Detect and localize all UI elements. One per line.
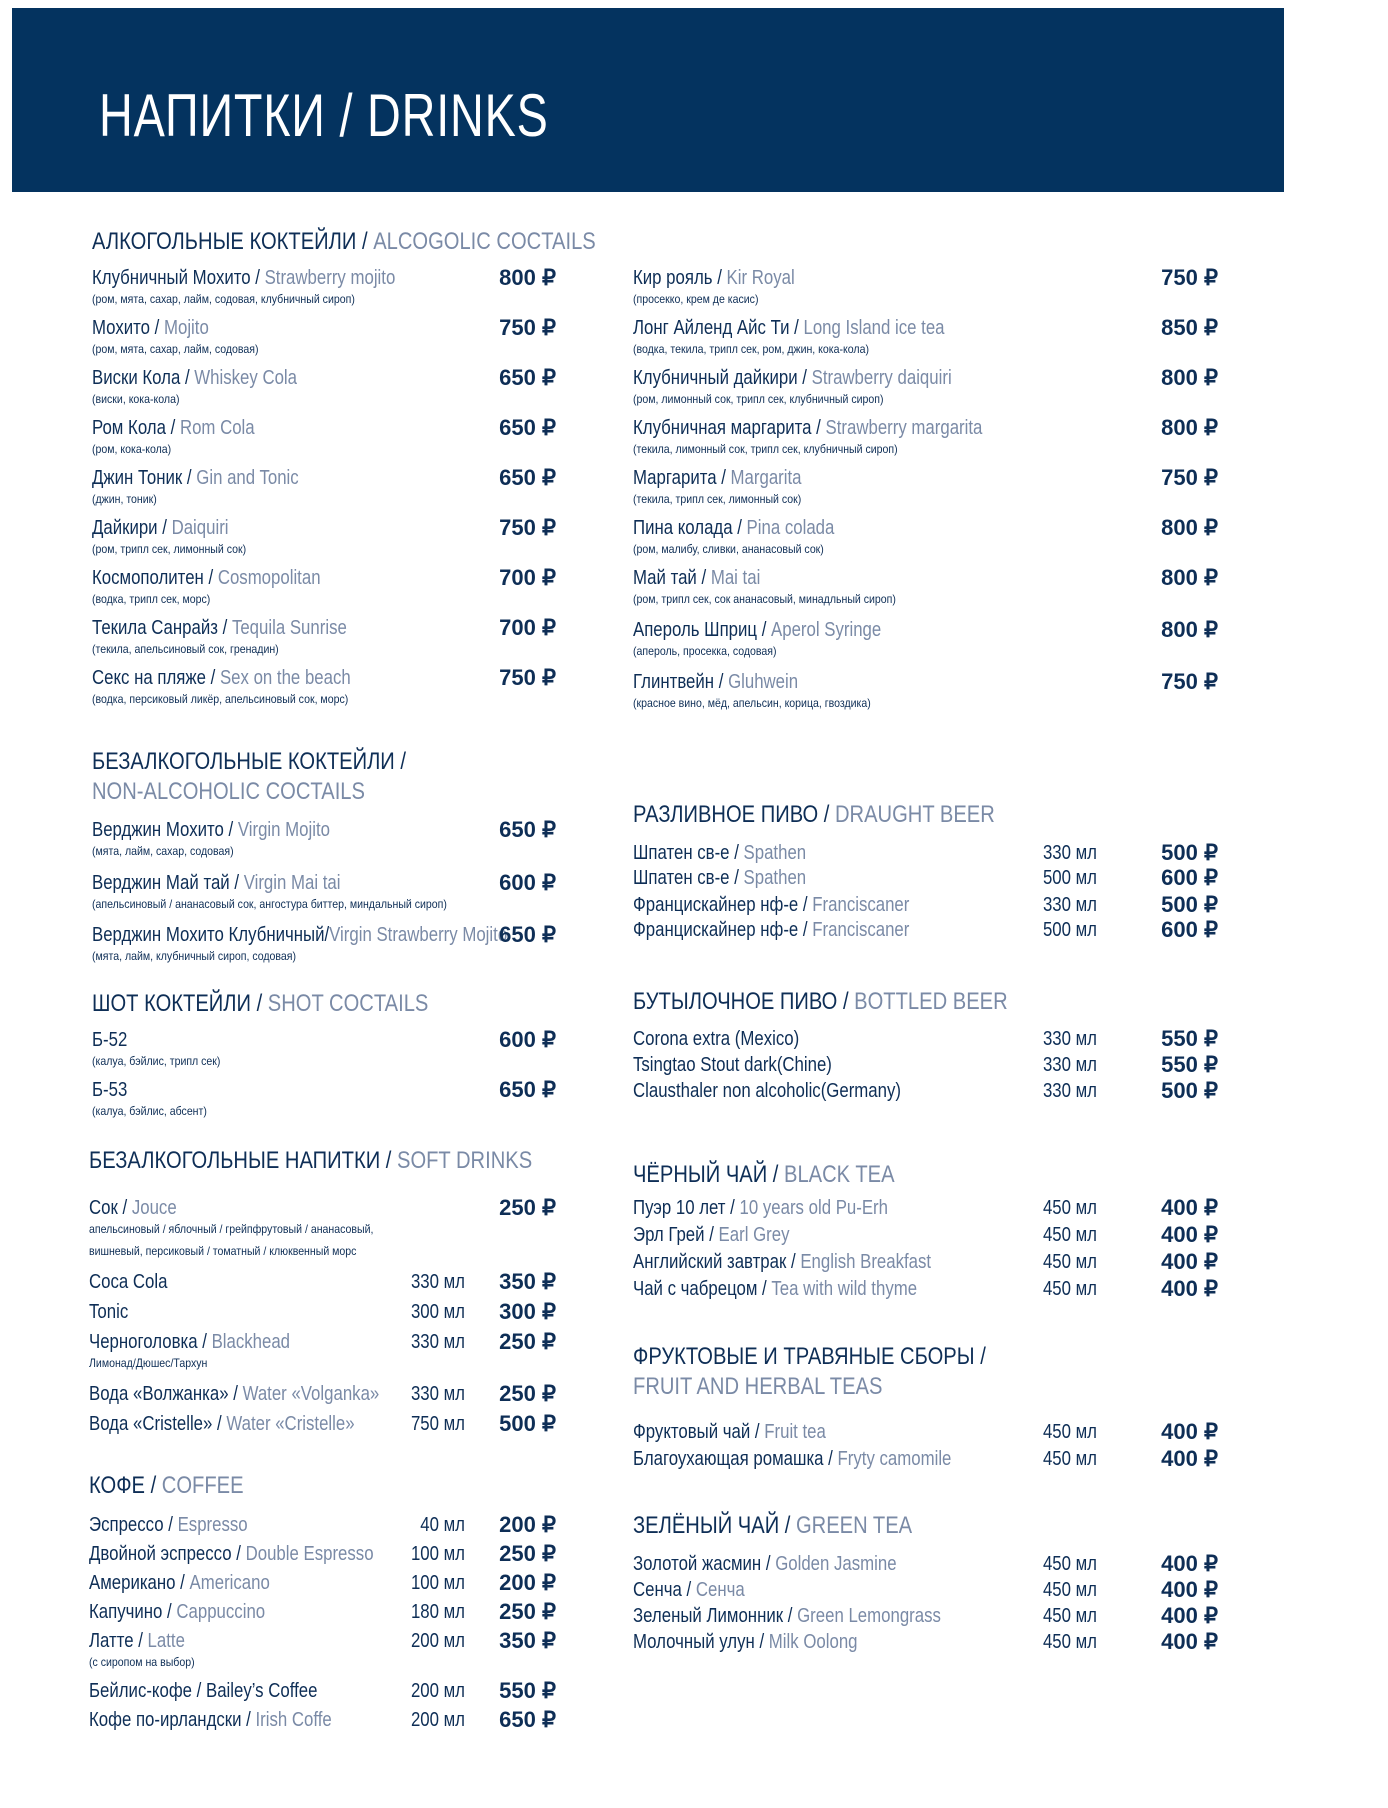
item-volume: 200 мл <box>410 1709 465 1731</box>
item-name <box>89 1513 248 1537</box>
item-price: 650 ₽ <box>499 817 556 842</box>
item-price: 200 ₽ <box>499 1512 556 1537</box>
item-name <box>633 1552 897 1576</box>
item-description: (текила, апельсиновый сок, гренадин) <box>92 642 279 656</box>
item-name <box>633 516 834 540</box>
item-name-ru: Б-52 <box>92 1029 128 1051</box>
item-name-ru: Кир рояль / <box>633 267 727 289</box>
item-price: 400 ₽ <box>1161 1276 1218 1301</box>
item-description: (ром, трипл сек, лимонный сок) <box>92 542 247 556</box>
item-name-en: Franciscaner <box>812 919 910 941</box>
item-description: Лимонад/Дюшес/Тархун <box>89 1356 208 1370</box>
item-name-ru: Лонг Айленд Айс Ти / <box>633 317 804 339</box>
coffee-title-en: COFFEE <box>161 1472 244 1499</box>
item-name <box>92 923 507 947</box>
item-name-ru: Клубничная маргарита / <box>633 417 826 439</box>
item-volume: 200 мл <box>410 1630 465 1652</box>
item-name-ru: Tonic <box>89 1301 129 1323</box>
item-name-ru: Пуэр 10 лет / <box>633 1197 740 1219</box>
item-name-ru: Молочный улун / <box>633 1631 769 1653</box>
item-price: 500 ₽ <box>1161 892 1218 917</box>
item-description: апельсиновый / яблочный / грейпфрутовый / ананасовый, <box>89 1222 374 1236</box>
item-description: (мята, лайм, сахар, содовая) <box>92 844 234 858</box>
green-tea-title <box>633 1511 912 1541</box>
item-description: (ром, мята, сахар, лайм, содовая, клубничный сироп) <box>92 292 355 306</box>
draught-beer-title-en: DRAUGHT BEER <box>834 801 995 828</box>
item-name-ru: Мохито / <box>92 317 164 339</box>
item-name <box>633 1447 951 1471</box>
item-name-en: Water «Cristelle» <box>226 1413 355 1435</box>
item-price: 550 ₽ <box>1161 1052 1218 1077</box>
green-tea-title-en: GREEN TEA <box>795 1512 913 1539</box>
item-price: 850 ₽ <box>1161 315 1218 340</box>
item-price: 400 ₽ <box>1161 1249 1218 1274</box>
item-name-en: Margarita <box>730 467 802 489</box>
item-name-ru: Американо / <box>89 1572 190 1594</box>
item-price: 700 ₽ <box>499 615 556 640</box>
item-price: 750 ₽ <box>1161 265 1218 290</box>
item-name <box>92 871 340 895</box>
header-banner <box>12 8 1284 192</box>
item-name <box>633 566 760 590</box>
item-name-en: Sex on the beach <box>219 667 351 689</box>
item-name <box>633 918 909 942</box>
item-name-en: Americano <box>189 1572 270 1594</box>
page-title: НАПИТКИ / DRINKS <box>99 82 549 149</box>
soft-drinks-title <box>89 1146 532 1176</box>
item-price: 800 ₽ <box>1161 415 1218 440</box>
item-name-en: Blackhead <box>211 1331 291 1353</box>
item-name-ru: Фруктовый чай / <box>633 1421 765 1443</box>
item-name-en: Aperol Syringe <box>771 619 882 641</box>
item-volume: 500 мл <box>1042 867 1097 889</box>
item-name-en: English Breakfast <box>800 1251 932 1273</box>
item-name-en: Mojito <box>163 317 209 339</box>
item-name <box>92 366 297 390</box>
soft-drinks-title-en: SOFT DRINKS <box>396 1147 533 1174</box>
item-name-ru: Текила Санрайз / <box>92 617 232 639</box>
item-name <box>89 1330 290 1354</box>
item-price: 650 ₽ <box>499 465 556 490</box>
item-name-ru: Виски Кола / <box>92 367 195 389</box>
bottled-beer-title-en: BOTTLED BEER <box>854 988 1008 1015</box>
item-name-ru: Джин Тоник / <box>92 467 197 489</box>
item-name-ru: Глинтвейн / <box>633 671 729 693</box>
item-name-ru: Клубничный дайкири / <box>633 367 812 389</box>
item-name-ru: Эспрессо / <box>89 1514 178 1536</box>
item-price: 250 ₽ <box>499 1195 556 1220</box>
item-name-ru: Кофе по-ирландски / <box>89 1709 256 1731</box>
draught-beer-title <box>633 800 995 830</box>
item-price: 800 ₽ <box>499 265 556 290</box>
item-price: 650 ₽ <box>499 365 556 390</box>
item-description: (калуа, бэйлис, абсент) <box>92 1104 207 1118</box>
item-description: (красное вино, мёд, апельсин, корица, гвоздика) <box>633 696 871 710</box>
item-description-2: вишневый, персиковый / томатный / клюквенный морс <box>89 1244 357 1258</box>
item-name-ru: Золотой жасмин / <box>633 1553 776 1575</box>
item-name <box>633 1027 799 1051</box>
item-name-ru: Чай с чабрецом / <box>633 1278 772 1300</box>
item-volume: 330 мл <box>410 1383 465 1405</box>
item-description: (джин, тоник) <box>92 492 157 506</box>
item-description: (просекко, крем де касис) <box>633 292 759 306</box>
item-name-ru: Шпатен св-е / <box>633 842 744 864</box>
item-name-en: Espresso <box>177 1514 248 1536</box>
item-volume: 300 мл <box>410 1301 465 1323</box>
item-description: (водка, трипл сек, морс) <box>92 592 211 606</box>
fruit-herbal-tea-title-en: FRUIT AND HERBAL TEAS <box>633 1373 883 1400</box>
item-name-en: Long Island ice tea <box>803 317 945 339</box>
item-name-en: Strawberry daiquiri <box>811 367 952 389</box>
item-name-ru: Апероль Шприц / <box>633 619 772 641</box>
item-name-ru: Эрл Грей / <box>633 1224 719 1246</box>
item-name-ru: Клубничный Мохито / <box>92 267 265 289</box>
item-name-ru: Сенча / <box>633 1579 696 1601</box>
alcoholic-cocktails-title <box>92 227 596 257</box>
item-name <box>89 1629 185 1653</box>
item-description: (ром, малибу, сливки, ананасовый сок) <box>633 542 824 556</box>
item-name <box>92 818 330 842</box>
item-name-en: Pina colada <box>746 517 835 539</box>
item-volume: 450 мл <box>1042 1448 1097 1470</box>
item-name <box>633 1250 931 1274</box>
item-name-ru: Сок / <box>89 1197 132 1219</box>
alcoholic-cocktails-title-ru: АЛКОГОЛЬНЫЕ КОКТЕЙЛИ / <box>92 228 374 255</box>
item-name-en: Fruit tea <box>764 1421 826 1443</box>
item-name <box>633 466 802 490</box>
item-volume: 40 мл <box>420 1514 465 1536</box>
item-volume: 450 мл <box>1042 1197 1097 1219</box>
non-alcoholic-cocktails-title-ru: БЕЗАЛКОГОЛЬНЫЕ КОКТЕЙЛИ / <box>92 748 407 775</box>
item-price: 750 ₽ <box>1161 669 1218 694</box>
item-name <box>633 1223 790 1247</box>
item-name <box>633 1604 941 1628</box>
item-volume: 450 мл <box>1042 1224 1097 1246</box>
item-name-ru: Космополитен / <box>92 567 218 589</box>
item-price: 800 ₽ <box>1161 365 1218 390</box>
item-name-ru: Зеленый Лимонник / <box>633 1605 798 1627</box>
item-name <box>633 1079 901 1103</box>
item-name <box>92 416 255 440</box>
item-volume: 100 мл <box>410 1572 465 1594</box>
item-price: 650 ₽ <box>499 415 556 440</box>
item-price: 400 ₽ <box>1161 1419 1218 1444</box>
item-name-ru: Верджин Май тай / <box>92 872 244 894</box>
item-volume: 450 мл <box>1042 1631 1097 1653</box>
item-name <box>633 266 795 290</box>
item-price: 250 ₽ <box>499 1541 556 1566</box>
item-name-ru: Б-53 <box>92 1079 128 1101</box>
fruit-herbal-tea-title <box>633 1342 986 1402</box>
item-volume: 100 мл <box>410 1543 465 1565</box>
item-name <box>92 516 229 540</box>
item-name <box>633 1630 858 1654</box>
item-price: 550 ₽ <box>499 1678 556 1703</box>
non-alcoholic-cocktails-title <box>92 747 406 807</box>
item-name-en: Tea with wild thyme <box>771 1278 918 1300</box>
item-price: 750 ₽ <box>499 665 556 690</box>
item-description: (апельсиновый / ананасовый сок, ангостура биттер, миндальный сироп) <box>92 897 447 911</box>
item-price: 700 ₽ <box>499 565 556 590</box>
non-alcoholic-cocktails-title-en: NON-ALCOHOLIC COCTAILS <box>92 778 365 805</box>
item-volume: 330 мл <box>1042 1054 1097 1076</box>
item-name-en: Cappuccino <box>176 1601 266 1623</box>
item-name-en: Tequila Sunrise <box>231 617 347 639</box>
item-volume: 200 мл <box>410 1680 465 1702</box>
item-name-ru: Ром Кола / <box>92 417 180 439</box>
item-name <box>89 1542 374 1566</box>
bottled-beer-title <box>633 987 1008 1017</box>
item-name-en: Double Espresso <box>245 1543 374 1565</box>
item-description: (текила, лимонный сок, трипл сек, клубничный сироп) <box>633 442 898 456</box>
item-name <box>633 1196 888 1220</box>
item-name-ru: Латте / <box>89 1630 148 1652</box>
item-name-ru: Бейлис-кофе / Bailey’s Coffee <box>89 1680 318 1702</box>
item-description: (ром, кока-кола) <box>92 442 172 456</box>
item-name-en: 10 years old Pu-Erh <box>739 1197 888 1219</box>
item-name-ru: Капучино / <box>89 1601 177 1623</box>
item-name <box>89 1600 265 1624</box>
item-name-en: Rom Cola <box>179 417 255 439</box>
item-volume: 450 мл <box>1042 1421 1097 1443</box>
item-name <box>89 1412 355 1436</box>
shot-cocktails-title <box>92 989 428 1019</box>
item-price: 200 ₽ <box>499 1570 556 1595</box>
item-name-en: Golden Jasmine <box>775 1553 897 1575</box>
item-name <box>89 1571 270 1595</box>
item-name <box>633 416 982 440</box>
item-name <box>89 1196 177 1220</box>
item-price: 400 ₽ <box>1161 1551 1218 1576</box>
item-name-en: Water «Volganka» <box>242 1383 380 1405</box>
item-name-en: Mai tai <box>710 567 761 589</box>
item-price: 250 ₽ <box>499 1599 556 1624</box>
item-description: (водка, персиковый ликёр, апельсиновый сок, морс) <box>92 692 349 706</box>
item-name <box>89 1270 167 1294</box>
item-name-ru: Clausthaler non alcoholic(Germany) <box>633 1080 901 1102</box>
item-price: 750 ₽ <box>499 315 556 340</box>
item-name-en: Green Lemongrass <box>797 1605 941 1627</box>
item-name-ru: Верджин Мохито / <box>92 819 238 841</box>
item-name <box>633 618 881 642</box>
item-name-en: Earl Grey <box>718 1224 790 1246</box>
shot-cocktails-title-en: SHOT COCTAILS <box>267 990 429 1017</box>
item-name-en: Daiquiri <box>171 517 229 539</box>
item-name-en: Gluhwein <box>728 671 799 693</box>
bottled-beer-title-ru: БУТЫЛОЧНОЕ ПИВО / <box>633 988 855 1015</box>
item-name-ru: Благоухающая ромашка / <box>633 1448 838 1470</box>
item-volume: 450 мл <box>1042 1605 1097 1627</box>
item-volume: 330 мл <box>410 1331 465 1353</box>
item-volume: 450 мл <box>1042 1278 1097 1300</box>
item-name-en: Virgin Mai tai <box>243 872 341 894</box>
item-price: 800 ₽ <box>1161 617 1218 642</box>
item-price: 600 ₽ <box>499 870 556 895</box>
item-name-ru: Маргарита / <box>633 467 731 489</box>
item-name-en: Cosmopolitan <box>217 567 321 589</box>
green-tea-title-ru: ЗЕЛЁНЫЙ ЧАЙ / <box>633 1512 796 1539</box>
soft-drinks-title-ru: БЕЗАЛКОГОЛЬНЫЕ НАПИТКИ / <box>89 1147 397 1174</box>
item-price: 400 ₽ <box>1161 1603 1218 1628</box>
item-name-en: Milk Oolong <box>768 1631 858 1653</box>
item-name <box>633 866 806 890</box>
item-price: 250 ₽ <box>499 1381 556 1406</box>
item-volume: 750 мл <box>410 1413 465 1435</box>
item-name-en: Spathen <box>743 867 807 889</box>
item-description: (ром, мята, сахар, лайм, содовая) <box>92 342 259 356</box>
item-price: 400 ₽ <box>1161 1446 1218 1471</box>
item-description: (водка, текила, трипл сек, ром, джин, кока-кола) <box>633 342 869 356</box>
item-price: 250 ₽ <box>499 1329 556 1354</box>
item-name <box>633 670 798 694</box>
item-name <box>89 1708 332 1732</box>
item-price: 400 ₽ <box>1161 1629 1218 1654</box>
item-name <box>89 1679 317 1703</box>
item-name <box>633 1053 832 1077</box>
item-volume: 330 мл <box>410 1271 465 1293</box>
item-price: 800 ₽ <box>1161 515 1218 540</box>
item-name <box>92 266 395 290</box>
black-tea-title-en: BLACK TEA <box>784 1161 895 1188</box>
item-name-en: Jouce <box>131 1197 177 1219</box>
item-name <box>89 1300 128 1324</box>
item-name-en: Сенча <box>695 1579 745 1601</box>
item-price: 500 ₽ <box>499 1411 556 1436</box>
item-price: 400 ₽ <box>1161 1195 1218 1220</box>
item-name-ru: Май тай / <box>633 567 711 589</box>
item-name-en: Virgin Mojito <box>237 819 330 841</box>
item-name <box>633 1578 745 1602</box>
item-description: (мята, лайм, клубничный сироп, содовая) <box>92 949 297 963</box>
item-volume: 330 мл <box>1042 1080 1097 1102</box>
item-name-ru: Пина колада / <box>633 517 747 539</box>
item-description: (с сиропом на выбор) <box>89 1655 195 1669</box>
item-price: 500 ₽ <box>1161 1078 1218 1103</box>
item-price: 350 ₽ <box>499 1628 556 1653</box>
item-price: 400 ₽ <box>1161 1222 1218 1247</box>
item-name-ru: Секс на пляже / <box>92 667 220 689</box>
item-description: (текила, трипл сек, лимонный сок) <box>633 492 802 506</box>
item-volume: 330 мл <box>1042 1028 1097 1050</box>
item-name <box>633 1277 917 1301</box>
item-name-ru: Двойной эспрессо / <box>89 1543 246 1565</box>
item-name-en: Spathen <box>743 842 807 864</box>
item-price: 300 ₽ <box>499 1299 556 1324</box>
coffee-title <box>89 1471 244 1501</box>
item-name-ru: Coca Cola <box>89 1271 168 1293</box>
item-name-en: Fryty camomile <box>837 1448 952 1470</box>
item-price: 600 ₽ <box>1161 865 1218 890</box>
item-description: (ром, трипл сек, сок ананасовый, минадльный сироп) <box>633 592 896 606</box>
item-volume: 450 мл <box>1042 1553 1097 1575</box>
item-volume: 450 мл <box>1042 1579 1097 1601</box>
alcoholic-cocktails-title-en: ALCOGOLIC COCTAILS <box>373 228 596 255</box>
item-name-en: Latte <box>147 1630 185 1652</box>
item-name-en: Virgin Strawberry Mojito <box>329 924 508 946</box>
item-name <box>92 466 299 490</box>
item-name <box>633 366 952 390</box>
item-name-ru: Вода «Cristelle» / <box>89 1413 227 1435</box>
item-price: 600 ₽ <box>1161 917 1218 942</box>
item-name-en: Irish Coffe <box>255 1709 332 1731</box>
item-name-en: Strawberry margarita <box>825 417 983 439</box>
item-name-ru: Дайкири / <box>92 517 172 539</box>
item-price: 650 ₽ <box>499 1707 556 1732</box>
item-name-en: Whiskey Cola <box>194 367 298 389</box>
item-price: 750 ₽ <box>499 515 556 540</box>
item-description: (ром, лимонный сок, трипл сек, клубничный сироп) <box>633 392 884 406</box>
item-name-ru: Corona extra (Mexico) <box>633 1028 800 1050</box>
item-name-ru: Верджин Мохито Клубничный/ <box>92 924 330 946</box>
item-name-en: Kir Royal <box>726 267 795 289</box>
item-name-ru: Черноголовка / <box>89 1331 212 1353</box>
black-tea-title <box>633 1160 895 1190</box>
item-name <box>633 1420 826 1444</box>
item-name-ru: Вода «Волжанка» / <box>89 1383 243 1405</box>
item-price: 500 ₽ <box>1161 840 1218 865</box>
item-name <box>92 616 347 640</box>
item-price: 600 ₽ <box>499 1027 556 1052</box>
item-name-ru: Английский завтрак / <box>633 1251 801 1273</box>
item-name <box>92 1028 127 1052</box>
item-price: 550 ₽ <box>1161 1026 1218 1051</box>
item-description: (калуа, бэйлис, трипл сек) <box>92 1054 221 1068</box>
item-name <box>92 316 209 340</box>
item-name <box>92 666 351 690</box>
item-price: 650 ₽ <box>499 922 556 947</box>
item-volume: 330 мл <box>1042 894 1097 916</box>
item-volume: 450 мл <box>1042 1251 1097 1273</box>
item-name <box>89 1382 379 1406</box>
item-name-ru: Tsingtao Stout dark(Chine) <box>633 1054 832 1076</box>
item-name <box>92 1078 127 1102</box>
item-description: (виски, кока-кола) <box>92 392 180 406</box>
coffee-title-ru: КОФЕ / <box>89 1472 162 1499</box>
item-price: 650 ₽ <box>499 1077 556 1102</box>
item-name <box>92 566 321 590</box>
draught-beer-title-ru: РАЗЛИВНОЕ ПИВО / <box>633 801 835 828</box>
item-price: 800 ₽ <box>1161 565 1218 590</box>
item-volume: 500 мл <box>1042 919 1097 941</box>
item-name <box>633 841 806 865</box>
shot-cocktails-title-ru: ШОТ КОКТЕЙЛИ / <box>92 990 268 1017</box>
black-tea-title-ru: ЧЁРНЫЙ ЧАЙ / <box>633 1161 785 1188</box>
item-name <box>633 893 909 917</box>
item-name-en: Strawberry mojito <box>264 267 396 289</box>
item-description: (апероль, просекка, содовая) <box>633 644 777 658</box>
item-volume: 330 мл <box>1042 842 1097 864</box>
item-volume: 180 мл <box>410 1601 465 1623</box>
item-price: 750 ₽ <box>1161 465 1218 490</box>
item-name <box>633 316 945 340</box>
item-name-ru: Францискайнер нф-е / <box>633 894 813 916</box>
fruit-herbal-tea-title-ru: ФРУКТОВЫЕ И ТРАВЯНЫЕ СБОРЫ / <box>633 1343 986 1370</box>
item-name-en: Franciscaner <box>812 894 910 916</box>
item-name-en: Gin and Tonic <box>196 467 299 489</box>
item-price: 350 ₽ <box>499 1269 556 1294</box>
item-price: 400 ₽ <box>1161 1577 1218 1602</box>
item-name-ru: Францискайнер нф-е / <box>633 919 813 941</box>
item-name-ru: Шпатен св-е / <box>633 867 744 889</box>
